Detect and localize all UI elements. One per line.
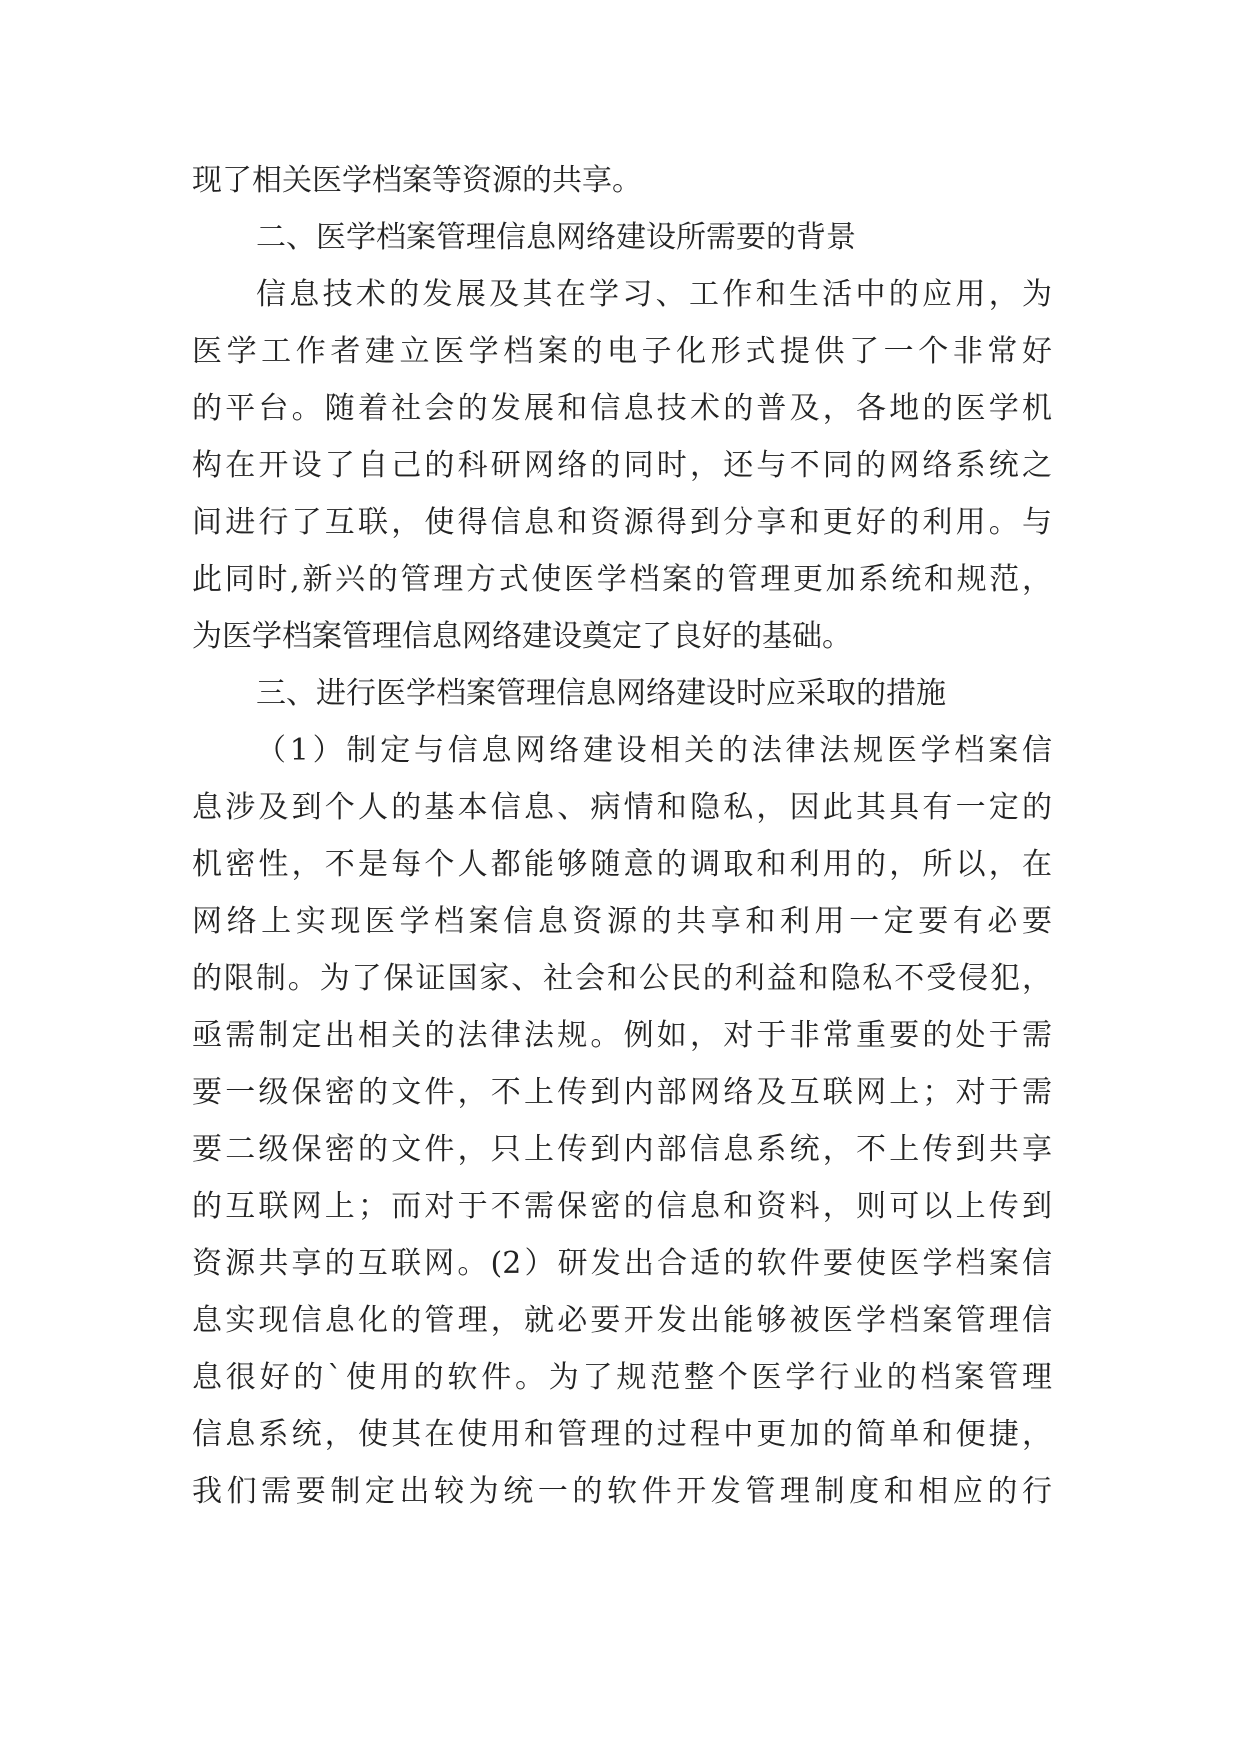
body-text <box>192 152 1052 1520</box>
paragraph-line: 资源共享的互联网。(2）研发出合适的软件要使医学档案信 <box>192 1246 1052 1281</box>
paragraph-line: 要二级保密的文件，只上传到内部信息系统，不上传到共享 <box>192 1132 1052 1167</box>
paragraph-line: 构在开设了自己的科研网络的同时，还与不同的网络系统之 <box>192 448 1052 483</box>
paragraph-line: 我们需要制定出较为统一的软件开发管理制度和相应的行 <box>192 1474 1052 1509</box>
paragraph-line: 的互联网上；而对于不需保密的信息和资料，则可以上传到 <box>192 1189 1052 1224</box>
paragraph-line: 息很好的`使用的软件。为了规范整个医学行业的档案管理 <box>192 1360 1052 1395</box>
paragraph-line: 网络上实现医学档案信息资源的共享和利用一定要有必要 <box>192 904 1052 939</box>
paragraph-line: 机密性，不是每个人都能够随意的调取和利用的，所以，在 <box>192 847 1052 882</box>
paragraph-line: 的平台。随着社会的发展和信息技术的普及，各地的医学机 <box>192 391 1052 426</box>
paragraph-line: 的限制。为了保证国家、社会和公民的利益和隐私不受侵犯， <box>192 961 1052 996</box>
paragraph-line: 现了相关医学档案等资源的共享。 <box>192 163 642 198</box>
paragraph-line: 息涉及到个人的基本信息、病情和隐私，因此其具有一定的 <box>192 790 1052 825</box>
paragraph-line: 信息系统，使其在使用和管理的过程中更加的简单和便捷， <box>192 1417 1052 1452</box>
paragraph-line: 医学工作者建立医学档案的电子化形式提供了一个非常好 <box>192 334 1052 369</box>
paragraph-line: 息实现信息化的管理，就必要开发出能够被医学档案管理信 <box>192 1303 1052 1338</box>
section-heading: 二、医学档案管理信息网络建设所需要的背景 <box>256 220 856 255</box>
paragraph-line: 要一级保密的文件，不上传到内部网络及互联网上；对于需 <box>192 1075 1052 1110</box>
paragraph-line: 此同时,新兴的管理方式使医学档案的管理更加系统和规范， <box>192 562 1052 597</box>
paragraph-line: （1）制定与信息网络建设相关的法律法规医学档案信 <box>256 733 1052 768</box>
paragraph-line: 为医学档案管理信息网络建设奠定了良好的基础。 <box>192 619 852 654</box>
paragraph-line: 信息技术的发展及其在学习、工作和生活中的应用，为 <box>256 277 1052 312</box>
paragraph-line: 间进行了互联，使得信息和资源得到分享和更好的利用。与 <box>192 505 1052 540</box>
paragraph-line: 亟需制定出相关的法律法规。例如，对于非常重要的处于需 <box>192 1018 1052 1053</box>
section-heading: 三、进行医学档案管理信息网络建设时应采取的措施 <box>256 676 946 711</box>
